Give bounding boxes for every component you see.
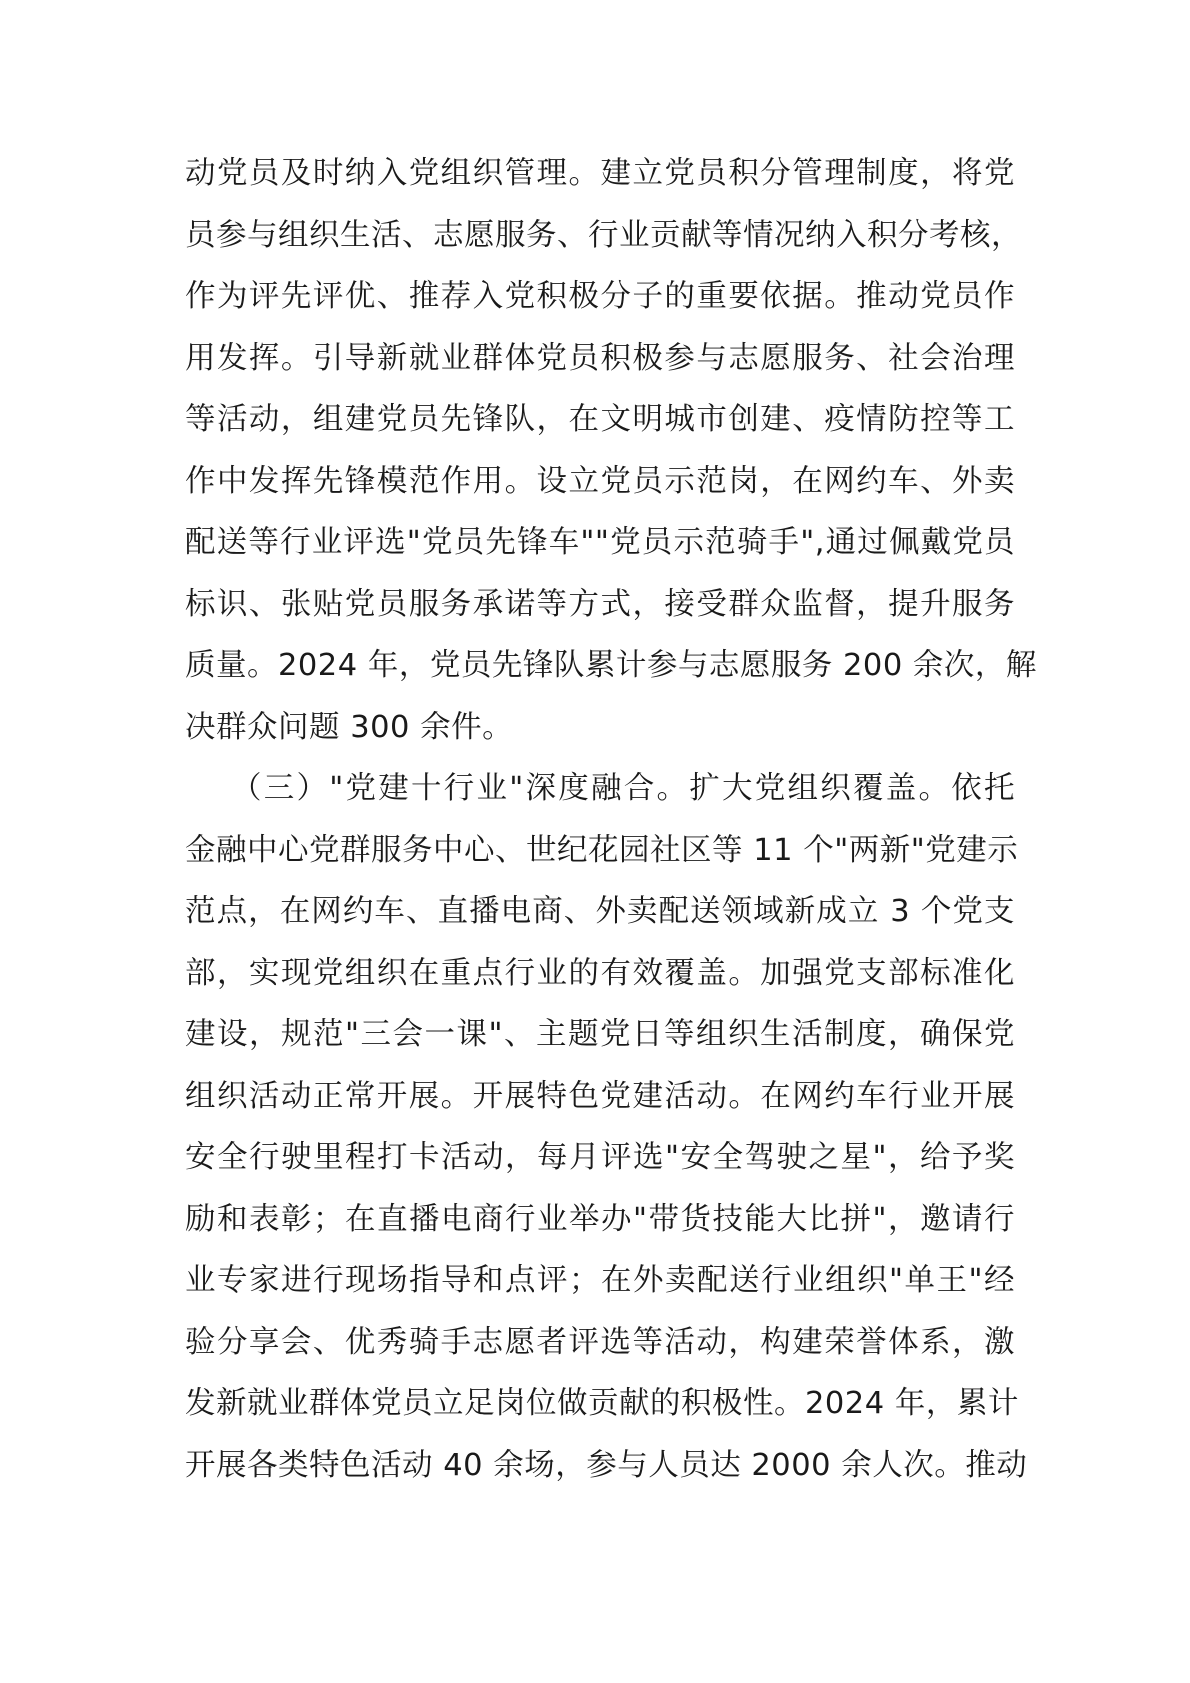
paragraph-line: 作为评先评优、推荐入党积极分子的重要依据。推动党员作 [185,279,1015,314]
paragraph-2 [185,766,1028,1504]
paragraph-line: 励和表彰；在直播电商行业举办"带货技能大比拼"，邀请行 [185,1201,1015,1237]
paragraph-line: 配送等行业评选"党员先锋车""党员示范骑手",通过佩戴党员 [185,525,1015,560]
paragraph-first-line: （三）"党建十行业"深度融合。扩大党组织覆盖。依托 [231,771,1015,806]
paragraph-line: 组织活动正常开展。开展特色党建活动。在网约车行业开展 [185,1078,1015,1114]
paragraph-line: 业专家进行现场指导和点评；在外卖配送行业组织"单王"经 [185,1263,1015,1298]
paragraph-line: 金融中心党群服务中心、世纪花园社区等 11 个"两新"党建示 [185,832,1019,868]
paragraph-line: 安全行驶里程打卡活动，每月评选"安全驾驶之星"，给予奖 [185,1140,1015,1175]
paragraph-line: 验分享会、优秀骑手志愿者评选等活动，构建荣誉体系，激 [185,1324,1015,1360]
paragraph-line: 决群众问题 300 余件。 [185,709,514,745]
paragraph-line: 动党员及时纳入党组织管理。建立党员积分管理制度，将党 [185,156,1015,191]
paragraph-line: 开展各类特色活动 40 余场，参与人员达 2000 余人次。推动 [185,1447,1028,1483]
paragraph-line: 质量。2024 年，党员先锋队累计参与志愿服务 200 余次，解 [185,648,1037,683]
paragraph-line: 作中发挥先锋模范作用。设立党员示范岗，在网约车、外卖 [185,463,1015,499]
paragraph-line: 等活动，组建党员先锋队，在文明城市创建、疫情防控等工 [185,402,1015,437]
paragraph-line: 部，实现党组织在重点行业的有效覆盖。加强党支部标准化 [185,955,1015,991]
paragraph-line: 建设，规范"三会一课"、主题党日等组织生活制度，确保党 [185,1017,1015,1052]
paragraph-line: 范点，在网约车、直播电商、外卖配送领域新成立 3 个党支 [185,894,1015,929]
paragraph-line: 发新就业群体党员立足岗位做贡献的积极性。2024 年，累计 [185,1386,1019,1421]
paragraph-1 [185,151,1037,766]
paragraph-line: 员参与组织生活、志愿服务、行业贡献等情况纳入积分考核， [185,217,1022,253]
paragraph-line: 用发挥。引导新就业群体党员积极参与志愿服务、社会治理 [185,340,1015,376]
paragraph-line: 标识、张贴党员服务承诺等方式，接受群众监督，提升服务 [185,586,1015,622]
